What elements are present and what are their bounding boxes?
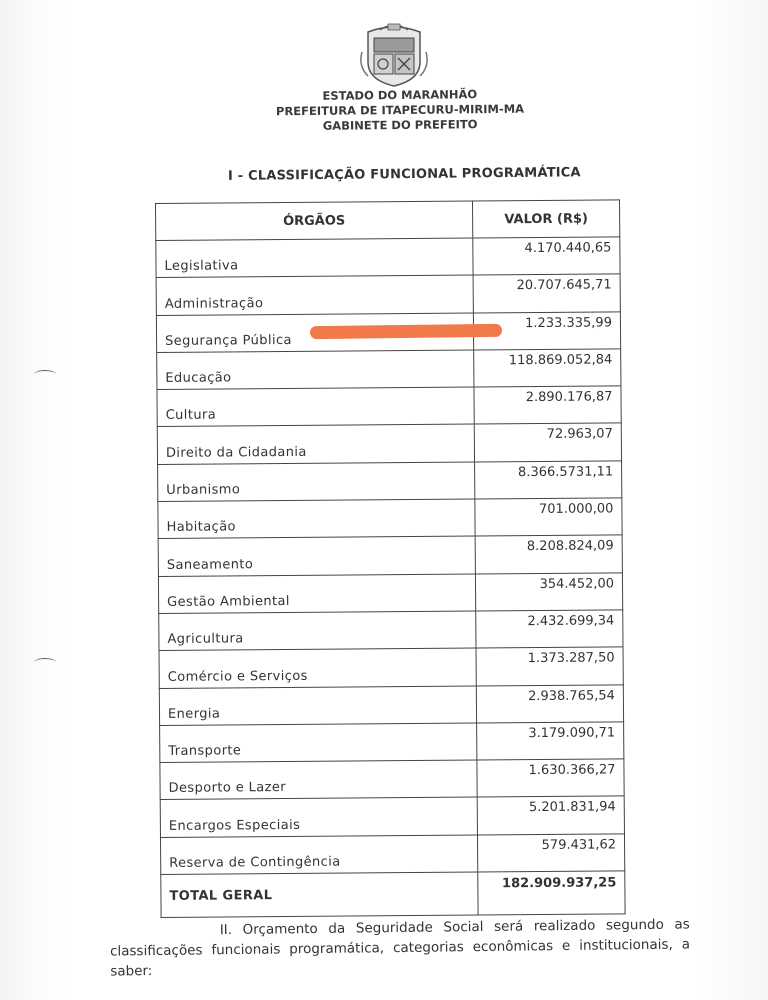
orgao-cell: Administração	[156, 275, 473, 315]
table-row	[158, 573, 622, 614]
orgao-cell: Transporte	[160, 723, 477, 763]
orgao-cell: Urbanismo	[158, 462, 475, 502]
table-row	[157, 349, 621, 390]
header-state: ESTADO DO MARANHÃO	[322, 87, 478, 103]
valor-cell: 701.000,00	[475, 498, 622, 536]
valor-cell: 20.707.645,71	[473, 274, 620, 312]
orgao-cell: Educação	[157, 350, 474, 390]
valor-cell: 2.890.176,87	[474, 386, 621, 424]
orgao-cell: Direito da Cidadania	[157, 424, 474, 464]
orgao-cell: Saneamento	[158, 536, 475, 576]
valor-cell: 2.432.699,34	[476, 610, 623, 648]
section-title: I - CLASSIFICAÇÃO FUNCIONAL PROGRAMÁTICA	[227, 165, 581, 184]
header-prefecture: PREFEITURA DE ITAPECURU-MIRIM-MA	[275, 101, 525, 119]
orgao-cell: Energia	[159, 686, 476, 726]
orgao-cell: Encargos Especiais	[160, 797, 477, 837]
column-header-orgaos: ÓRGÃOS	[156, 201, 473, 240]
table-header-row	[156, 200, 620, 241]
table-row	[156, 237, 620, 278]
total-value: 182.909.937,25	[478, 871, 625, 915]
valor-cell: 4.170.440,65	[473, 237, 620, 275]
valor-cell: 1.630.366,27	[477, 759, 624, 797]
table-row	[159, 610, 623, 651]
table-row	[159, 684, 623, 725]
orgao-cell: Desporto e Lazer	[160, 760, 477, 800]
table-row	[158, 498, 622, 539]
table-row	[160, 834, 624, 875]
valor-cell: 8.366.5731,11	[475, 461, 622, 499]
table-row	[156, 274, 620, 315]
valor-cell: 3.179.090,71	[477, 722, 624, 760]
total-label: TOTAL GERAL	[161, 872, 478, 917]
table-row	[158, 461, 622, 502]
budget-table	[155, 199, 626, 918]
table-row	[158, 535, 622, 576]
valor-cell: 118.869.052,84	[474, 349, 621, 387]
margin-mark	[34, 370, 56, 379]
valor-cell: 1.233.335,99	[473, 311, 620, 349]
orgao-cell: Gestão Ambiental	[158, 574, 475, 614]
orgao-cell: Segurança Pública	[156, 313, 473, 353]
coat-of-arms-icon	[358, 22, 430, 88]
table-row	[157, 423, 621, 464]
redaction-mark	[310, 324, 502, 339]
orgao-cell: Reserva de Contingência	[160, 835, 477, 875]
orgao-cell: Legislativa	[156, 238, 473, 278]
table-row	[160, 796, 624, 837]
body-paragraph	[110, 914, 691, 981]
paragraph-text: II. Orçamento da Seguridade Social será realizado segundo as classificações funcionais programática, categorias econômicas e institucionais, a saber:	[109, 916, 691, 980]
table-row	[160, 722, 624, 763]
table-row	[157, 386, 621, 427]
document-header	[250, 86, 550, 134]
total-row	[161, 871, 625, 918]
table-row	[159, 647, 623, 688]
margin-mark	[34, 658, 56, 667]
orgao-cell: Comércio e Serviços	[159, 648, 476, 688]
orgao-cell: Agricultura	[159, 611, 476, 651]
valor-cell: 72.963,07	[474, 423, 621, 461]
valor-cell: 354.452,00	[475, 573, 622, 611]
valor-cell: 8.208.824,09	[475, 535, 622, 573]
header-office: GABINETE DO PREFEITO	[322, 117, 478, 133]
valor-cell: 5.201.831,94	[477, 796, 624, 834]
valor-cell: 1.373.287,50	[476, 647, 623, 685]
valor-cell: 2.938.765,54	[476, 684, 623, 722]
table-row	[160, 759, 624, 800]
valor-cell: 579.431,62	[477, 834, 624, 872]
orgao-cell: Cultura	[157, 387, 474, 427]
column-header-valor: VALOR (R$)	[472, 200, 619, 238]
orgao-cell: Habitação	[158, 499, 475, 539]
